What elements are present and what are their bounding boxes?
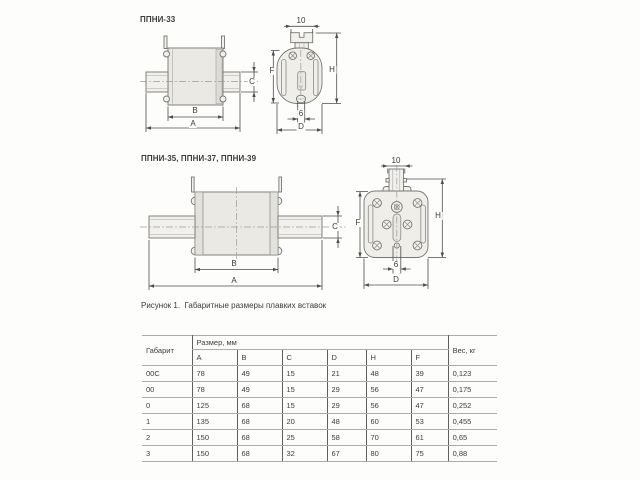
fig1-dim-a: A	[190, 119, 196, 128]
column-header-gabarit: Габарит	[142, 336, 192, 366]
fig1-dim-h: H	[329, 65, 335, 74]
table-row	[142, 398, 497, 414]
fig2-dim-h: H	[435, 211, 441, 220]
cell-d: 67	[327, 446, 366, 462]
table-row	[142, 446, 497, 462]
cell-f: 75	[411, 446, 448, 462]
cell-b: 49	[237, 366, 282, 382]
column-header-h: H	[366, 350, 411, 366]
cell-h: 70	[366, 430, 411, 446]
fig2-dim-d: D	[393, 275, 399, 284]
cell-d: 48	[327, 414, 366, 430]
cell-a: 78	[192, 382, 237, 398]
cell-h: 48	[366, 366, 411, 382]
cell-gabarit: 00	[142, 382, 192, 398]
cell-d: 58	[327, 430, 366, 446]
cell-c: 20	[282, 414, 327, 430]
cell-b: 68	[237, 446, 282, 462]
fig2-dim-10: 10	[391, 156, 401, 165]
table-row	[142, 366, 497, 382]
fig1-dim-c: C	[249, 77, 255, 86]
cell-f: 47	[411, 398, 448, 414]
cell-c: 15	[282, 398, 327, 414]
dimensions-table	[142, 335, 497, 462]
fig1-dim-6: 6	[298, 109, 304, 118]
cell-gabarit: 00C	[142, 366, 192, 382]
cell-weight: 0,252	[448, 398, 497, 414]
column-header-d: D	[327, 350, 366, 366]
cell-weight: 0,88	[448, 446, 497, 462]
cell-weight: 0,123	[448, 366, 497, 382]
cell-weight: 0,65	[448, 430, 497, 446]
cell-gabarit: 1	[142, 414, 192, 430]
ppni-33-drawing	[138, 12, 350, 142]
cell-d: 21	[327, 366, 366, 382]
cell-c: 25	[282, 430, 327, 446]
cell-c: 32	[282, 446, 327, 462]
cell-c: 15	[282, 366, 327, 382]
figure2-title: ППНИ-35, ППНИ-37, ППНИ-39	[141, 154, 257, 163]
column-header-a: A	[192, 350, 237, 366]
cell-b: 49	[237, 382, 282, 398]
cell-f: 47	[411, 382, 448, 398]
fig1-dim-10: 10	[296, 16, 306, 25]
column-header-size: Размер, мм	[192, 336, 448, 350]
ppni33-side-view	[277, 33, 322, 104]
column-header-b: B	[237, 350, 282, 366]
cell-c: 15	[282, 382, 327, 398]
fig1-dim-f: F	[269, 66, 275, 75]
column-header-weight: Вес, кг	[448, 336, 497, 366]
column-header-c: C	[282, 350, 327, 366]
cell-h: 56	[366, 398, 411, 414]
cell-b: 68	[237, 414, 282, 430]
cell-gabarit: 2	[142, 430, 192, 446]
column-header-f: F	[411, 350, 448, 366]
fig1-dim-b: B	[192, 106, 198, 115]
cell-h: 60	[366, 414, 411, 430]
cell-h: 56	[366, 382, 411, 398]
figure-caption: Рисунок 1. Габаритные размеры плавких вставок	[141, 301, 327, 310]
fig2-dim-c: C	[332, 222, 338, 231]
cell-weight: 0,175	[448, 382, 497, 398]
ppni-35-37-39-drawing	[138, 148, 460, 296]
cell-a: 150	[192, 446, 237, 462]
fig1-dim-d: D	[298, 122, 304, 131]
cell-gabarit: 0	[142, 398, 192, 414]
cell-a: 150	[192, 430, 237, 446]
fig2-dim-f: F	[355, 218, 361, 227]
cell-h: 80	[366, 446, 411, 462]
table-row	[142, 382, 497, 398]
cell-a: 135	[192, 414, 237, 430]
cell-b: 68	[237, 430, 282, 446]
cell-d: 29	[327, 382, 366, 398]
fig2-dim-a: A	[231, 276, 237, 285]
cell-f: 39	[411, 366, 448, 382]
cell-f: 61	[411, 430, 448, 446]
cell-d: 29	[327, 398, 366, 414]
cell-a: 78	[192, 366, 237, 382]
cell-weight: 0,455	[448, 414, 497, 430]
cell-a: 125	[192, 398, 237, 414]
cell-gabarit: 3	[142, 446, 192, 462]
fig2-dim-b: B	[231, 259, 237, 268]
table-row	[142, 414, 497, 430]
fig2-dim-6: 6	[393, 260, 399, 269]
ppni35-front-view	[140, 177, 346, 260]
cell-b: 68	[237, 398, 282, 414]
figure1-title: ППНИ-33	[140, 15, 176, 24]
cell-f: 53	[411, 414, 448, 430]
table-row	[142, 430, 497, 446]
